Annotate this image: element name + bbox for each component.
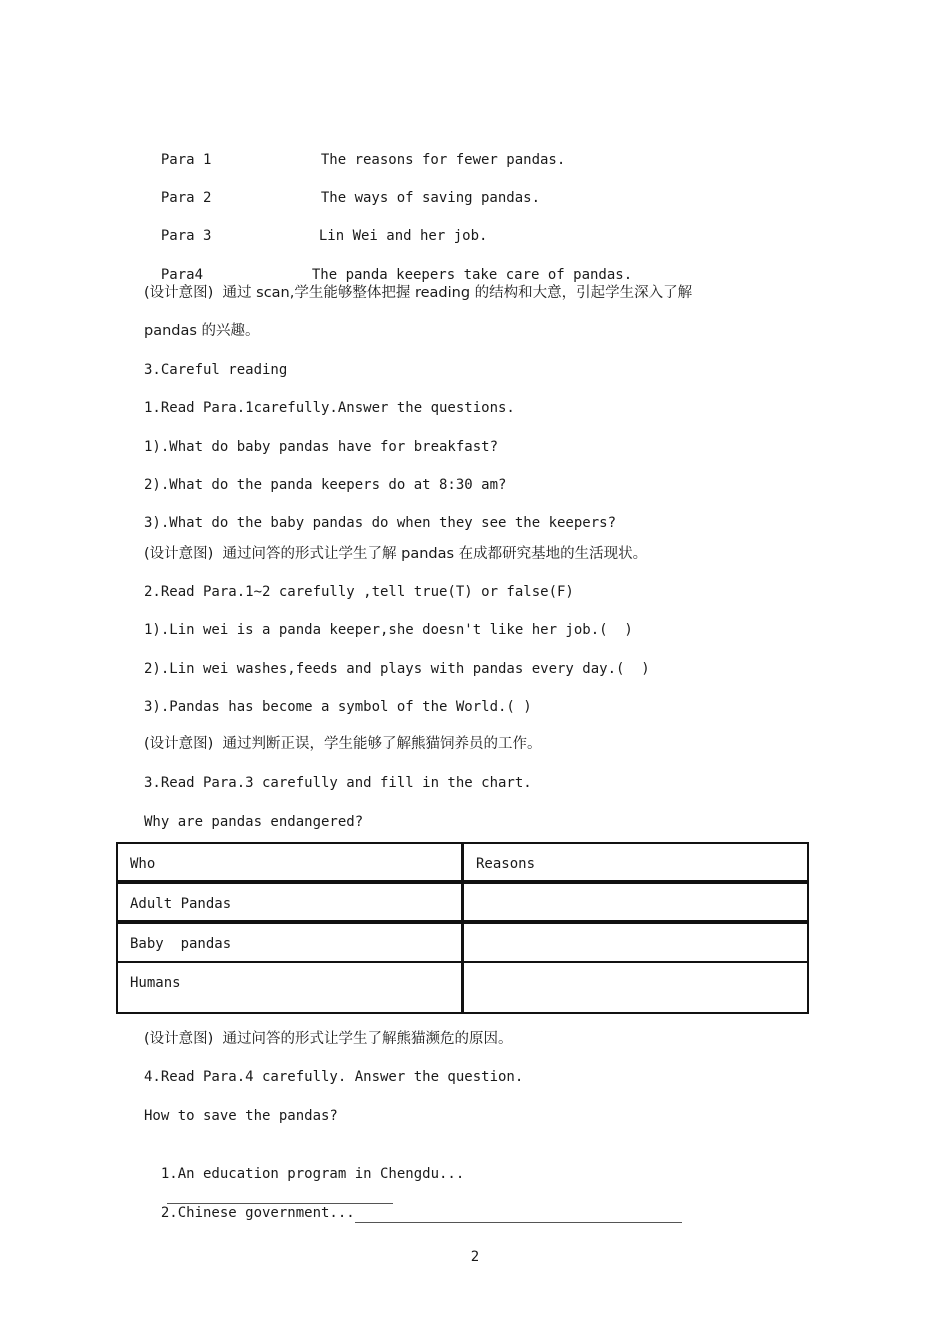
true-false-item: 2).Lin wei washes,feeds and plays with pandas every day.( ) bbox=[144, 661, 650, 677]
design-intent-3: (设计意图) 通过判断正误，学生能够了解熊猫饲养员的工作。 bbox=[144, 736, 542, 752]
table-row-label-cell bbox=[116, 961, 463, 1014]
task-title: 1.Read Para.1carefully.Answer the questions. bbox=[144, 400, 515, 416]
chart-question: How to save the pandas? bbox=[144, 1108, 338, 1124]
answer-cell[interactable] bbox=[462, 961, 809, 1014]
outline-row bbox=[144, 245, 632, 285]
outline-text: The reasons for fewer pandas. bbox=[320, 152, 566, 168]
design-intent-1b: pandas 的兴趣。 bbox=[144, 323, 260, 339]
question: 3).What do the baby pandas do when they see the keepers? bbox=[144, 515, 617, 531]
header-reasons: Reasons bbox=[476, 856, 536, 872]
outline-row bbox=[144, 168, 540, 208]
task-title: 4.Read Para.4 carefully. Answer the question. bbox=[144, 1069, 524, 1085]
fill-in-prompt: 1.An education program in Chengdu... bbox=[160, 1166, 465, 1182]
question: 2).What do the panda keepers do at 8:30 am? bbox=[144, 477, 507, 493]
task-title: 2.Read Para.1~2 carefully ,tell true(T) or false(F) bbox=[144, 584, 574, 600]
outline-label: Para 1 bbox=[160, 152, 212, 168]
answer-cell[interactable] bbox=[462, 882, 809, 922]
table-row-label-cell bbox=[116, 882, 463, 922]
outline-row bbox=[144, 206, 487, 246]
table-row-label-cell bbox=[116, 922, 463, 963]
task-title: 3.Read Para.3 carefully and fill in the chart. bbox=[144, 775, 532, 791]
design-intent-2: (设计意图) 通过问答的形式让学生了解 pandas 在成都研究基地的生活现状。 bbox=[144, 546, 648, 562]
table-header-cell bbox=[116, 842, 463, 882]
outline-text: Lin Wei and her job. bbox=[318, 228, 488, 244]
question: 1).What do baby pandas have for breakfast? bbox=[144, 439, 499, 455]
row-label: Baby pandas bbox=[130, 936, 232, 952]
answer-cell[interactable] bbox=[462, 922, 809, 963]
true-false-item: 1).Lin wei is a panda keeper,she doesn't like her job.( ) bbox=[144, 622, 633, 638]
design-intent-1a: (设计意图) 通过 scan,学生能够整体把握 reading 的结构和大意，引起学生深入了解 bbox=[144, 285, 693, 301]
outline-text: The ways of saving pandas. bbox=[320, 190, 541, 206]
row-label: Humans bbox=[130, 975, 181, 991]
chart-question: Why are pandas endangered? bbox=[144, 814, 364, 830]
outline-label: Para4 bbox=[160, 267, 204, 283]
header-who: Who bbox=[130, 856, 156, 872]
fill-in-item bbox=[144, 1183, 682, 1223]
design-intent-4: (设计意图) 通过问答的形式让学生了解熊猫濒危的原因。 bbox=[144, 1031, 513, 1047]
outline-label: Para 2 bbox=[160, 190, 212, 206]
outline-row bbox=[144, 130, 565, 170]
fill-in-prompt: 2.Chinese government... bbox=[160, 1205, 355, 1221]
page-number: 2 bbox=[470, 1249, 480, 1265]
answer-blank[interactable] bbox=[355, 1208, 682, 1223]
section-heading: 3.Careful reading bbox=[144, 362, 288, 378]
outline-label: Para 3 bbox=[160, 228, 212, 244]
row-label: Adult Pandas bbox=[130, 896, 232, 912]
true-false-item: 3).Pandas has become a symbol of the World.( ) bbox=[144, 699, 532, 715]
table-header-cell bbox=[462, 842, 809, 882]
outline-text: The panda keepers take care of pandas. bbox=[311, 267, 633, 283]
